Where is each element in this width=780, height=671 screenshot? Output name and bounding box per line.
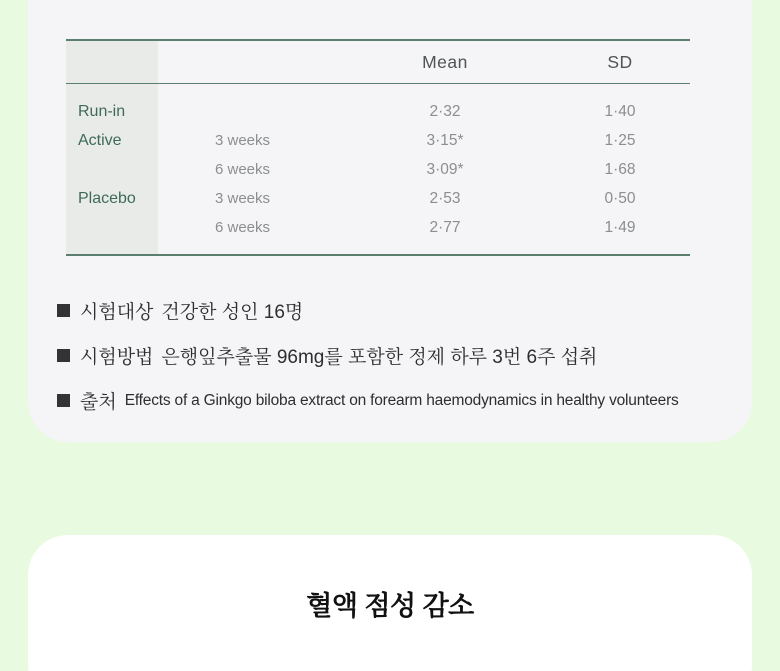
table-body xyxy=(66,84,690,254)
cell-period: 3 weeks xyxy=(215,190,271,207)
cell-sd: 1·49 xyxy=(604,218,636,236)
cell-sd: 1·40 xyxy=(604,102,636,120)
table-row xyxy=(66,97,690,126)
note-label: 출처 xyxy=(80,392,117,413)
cell-sd: 1·68 xyxy=(604,160,636,178)
cell-sd: 0·50 xyxy=(604,189,636,207)
table-row xyxy=(66,155,690,184)
square-bullet-icon xyxy=(57,394,70,407)
table-row xyxy=(66,213,690,242)
note-label: 시험방법 xyxy=(80,347,154,368)
note-source-citation: Effects of a Ginkgo biloba extract on forearm haemodynamics in healthy volunteers xyxy=(124,391,679,409)
table-header-row xyxy=(66,41,690,84)
header-sd: SD xyxy=(607,51,633,72)
study-table xyxy=(66,39,690,256)
cell-group: Placebo xyxy=(78,189,136,207)
square-bullet-icon xyxy=(57,304,70,317)
cell-group: Run-in xyxy=(78,102,126,120)
study-notes xyxy=(57,297,752,414)
cell-mean: 3·15* xyxy=(426,131,464,149)
note-method xyxy=(57,342,752,369)
cell-mean: 2·53 xyxy=(429,189,461,207)
section-title: 혈액 점성 감소 xyxy=(306,591,474,621)
next-section-card xyxy=(28,535,752,671)
cell-sd: 1·25 xyxy=(604,131,636,149)
header-mean: Mean xyxy=(422,51,468,72)
cell-mean: 2·32 xyxy=(429,102,461,120)
note-text: 은행잎추출물 96mg를 포함한 정제 하루 3번 6주 섭취 xyxy=(161,347,598,368)
note-label: 시험대상 xyxy=(80,302,154,323)
note-text: 건강한 성인 16명 xyxy=(161,302,304,323)
cell-mean: 2·77 xyxy=(429,218,461,236)
cell-mean: 3·09* xyxy=(426,160,464,178)
study-result-card xyxy=(28,0,752,442)
square-bullet-icon xyxy=(57,349,70,362)
table-row xyxy=(66,184,690,213)
note-source xyxy=(57,387,752,414)
cell-period: 6 weeks xyxy=(215,219,271,236)
cell-group: Active xyxy=(78,131,122,149)
cell-period: 3 weeks xyxy=(215,132,271,149)
note-subjects xyxy=(57,297,752,324)
cell-period: 6 weeks xyxy=(215,161,271,178)
table-row xyxy=(66,126,690,155)
